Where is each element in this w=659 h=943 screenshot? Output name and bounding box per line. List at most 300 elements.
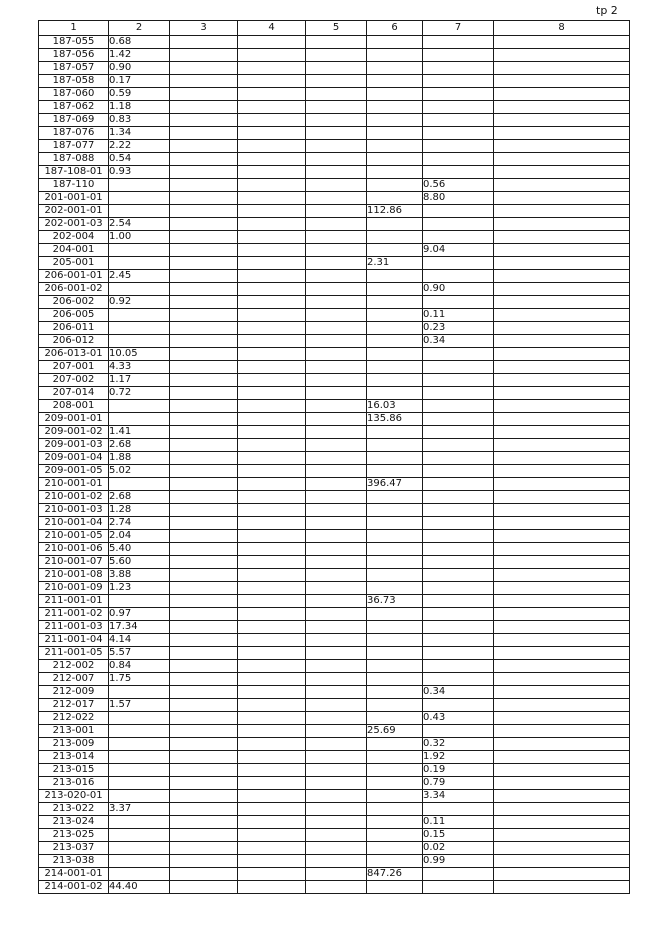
cell-col-5 xyxy=(306,478,367,491)
cell-code: 207-001 xyxy=(39,361,109,374)
cell-col-7 xyxy=(423,205,494,218)
table-row xyxy=(39,816,630,829)
cell-col-7 xyxy=(423,62,494,75)
cell-col-6 xyxy=(367,556,423,569)
cell-col-7: 0.99 xyxy=(423,855,494,868)
cell-col-6 xyxy=(367,439,423,452)
cell-col-5 xyxy=(306,62,367,75)
cell-col-8 xyxy=(494,153,630,166)
cell-col-2 xyxy=(109,764,170,777)
cell-code: 210-001-02 xyxy=(39,491,109,504)
cell-col-3 xyxy=(170,296,238,309)
cell-col-5 xyxy=(306,439,367,452)
cell-code: 211-001-04 xyxy=(39,634,109,647)
cell-col-8 xyxy=(494,114,630,127)
cell-col-7 xyxy=(423,36,494,49)
cell-code: 187-088 xyxy=(39,153,109,166)
cell-col-4 xyxy=(238,530,306,543)
table-row xyxy=(39,205,630,218)
cell-col-5 xyxy=(306,764,367,777)
cell-col-2: 0.92 xyxy=(109,296,170,309)
cell-col-5 xyxy=(306,699,367,712)
cell-code: 213-037 xyxy=(39,842,109,855)
cell-col-3 xyxy=(170,387,238,400)
cell-col-4 xyxy=(238,790,306,803)
cell-col-8 xyxy=(494,634,630,647)
cell-code: 209-001-02 xyxy=(39,426,109,439)
cell-code: 187-076 xyxy=(39,127,109,140)
cell-col-3 xyxy=(170,686,238,699)
table-row xyxy=(39,777,630,790)
cell-col-2: 1.34 xyxy=(109,127,170,140)
cell-col-7 xyxy=(423,556,494,569)
cell-col-3 xyxy=(170,855,238,868)
cell-col-7 xyxy=(423,166,494,179)
cell-col-4 xyxy=(238,517,306,530)
cell-col-3 xyxy=(170,88,238,101)
table-row xyxy=(39,660,630,673)
cell-col-4 xyxy=(238,738,306,751)
table-row xyxy=(39,244,630,257)
cell-code: 210-001-03 xyxy=(39,504,109,517)
cell-col-2: 5.57 xyxy=(109,647,170,660)
cell-col-4 xyxy=(238,361,306,374)
cell-col-8 xyxy=(494,426,630,439)
cell-col-7 xyxy=(423,231,494,244)
cell-col-8 xyxy=(494,283,630,296)
cell-col-3 xyxy=(170,764,238,777)
cell-col-6 xyxy=(367,621,423,634)
cell-col-2 xyxy=(109,842,170,855)
cell-code: 213-009 xyxy=(39,738,109,751)
cell-col-5 xyxy=(306,49,367,62)
table-row xyxy=(39,686,630,699)
table-row xyxy=(39,842,630,855)
cell-col-7 xyxy=(423,660,494,673)
cell-code: 209-001-05 xyxy=(39,465,109,478)
cell-col-5 xyxy=(306,816,367,829)
table-row xyxy=(39,751,630,764)
cell-col-4 xyxy=(238,543,306,556)
cell-col-6 xyxy=(367,283,423,296)
table-row xyxy=(39,634,630,647)
cell-col-6 xyxy=(367,309,423,322)
table-row xyxy=(39,322,630,335)
cell-code: 207-014 xyxy=(39,387,109,400)
cell-col-6 xyxy=(367,803,423,816)
cell-col-8 xyxy=(494,660,630,673)
cell-col-8 xyxy=(494,361,630,374)
cell-col-7 xyxy=(423,634,494,647)
table-row xyxy=(39,75,630,88)
cell-col-4 xyxy=(238,465,306,478)
cell-col-4 xyxy=(238,842,306,855)
cell-col-4 xyxy=(238,140,306,153)
cell-code: 210-001-08 xyxy=(39,569,109,582)
cell-col-2: 44.40 xyxy=(109,881,170,894)
cell-col-5 xyxy=(306,803,367,816)
ledger-body xyxy=(39,36,630,894)
cell-col-4 xyxy=(238,244,306,257)
cell-col-5 xyxy=(306,348,367,361)
cell-col-6 xyxy=(367,491,423,504)
cell-col-5 xyxy=(306,296,367,309)
cell-col-4 xyxy=(238,166,306,179)
cell-col-7: 0.43 xyxy=(423,712,494,725)
table-row xyxy=(39,738,630,751)
table-row xyxy=(39,387,630,400)
cell-col-7 xyxy=(423,127,494,140)
cell-col-7 xyxy=(423,140,494,153)
cell-col-3 xyxy=(170,478,238,491)
cell-col-3 xyxy=(170,361,238,374)
cell-col-2: 0.17 xyxy=(109,75,170,88)
cell-col-6: 16.03 xyxy=(367,400,423,413)
cell-col-6 xyxy=(367,101,423,114)
cell-col-2: 0.84 xyxy=(109,660,170,673)
cell-col-4 xyxy=(238,725,306,738)
cell-col-7 xyxy=(423,75,494,88)
cell-code: 209-001-04 xyxy=(39,452,109,465)
cell-col-7 xyxy=(423,699,494,712)
cell-col-3 xyxy=(170,660,238,673)
cell-col-8 xyxy=(494,582,630,595)
cell-code: 210-001-04 xyxy=(39,517,109,530)
cell-code: 206-001-01 xyxy=(39,270,109,283)
cell-col-2: 10.05 xyxy=(109,348,170,361)
cell-col-3 xyxy=(170,556,238,569)
cell-col-7 xyxy=(423,543,494,556)
cell-code: 187-108-01 xyxy=(39,166,109,179)
cell-col-8 xyxy=(494,75,630,88)
cell-col-2 xyxy=(109,725,170,738)
cell-col-8 xyxy=(494,816,630,829)
cell-col-4 xyxy=(238,660,306,673)
table-row xyxy=(39,556,630,569)
cell-col-2 xyxy=(109,686,170,699)
cell-col-2 xyxy=(109,283,170,296)
cell-col-3 xyxy=(170,608,238,621)
cell-col-7 xyxy=(423,569,494,582)
cell-col-2: 5.40 xyxy=(109,543,170,556)
cell-col-4 xyxy=(238,257,306,270)
table-row xyxy=(39,166,630,179)
cell-col-5 xyxy=(306,114,367,127)
cell-col-4 xyxy=(238,335,306,348)
cell-col-3 xyxy=(170,283,238,296)
cell-col-7: 0.32 xyxy=(423,738,494,751)
cell-col-8 xyxy=(494,504,630,517)
cell-col-5 xyxy=(306,335,367,348)
cell-col-6 xyxy=(367,88,423,101)
cell-col-5 xyxy=(306,777,367,790)
cell-code: 212-017 xyxy=(39,699,109,712)
table-row xyxy=(39,803,630,816)
cell-col-4 xyxy=(238,803,306,816)
cell-col-6 xyxy=(367,140,423,153)
table-row xyxy=(39,829,630,842)
column-header-4: 4 xyxy=(238,21,306,36)
cell-col-2 xyxy=(109,413,170,426)
cell-col-8 xyxy=(494,855,630,868)
cell-col-5 xyxy=(306,426,367,439)
cell-col-2: 1.28 xyxy=(109,504,170,517)
cell-code: 187-058 xyxy=(39,75,109,88)
table-row xyxy=(39,517,630,530)
cell-col-5 xyxy=(306,36,367,49)
cell-code: 202-001-01 xyxy=(39,205,109,218)
cell-col-6 xyxy=(367,361,423,374)
cell-col-2 xyxy=(109,777,170,790)
cell-col-8 xyxy=(494,309,630,322)
cell-col-5 xyxy=(306,608,367,621)
cell-col-7: 1.92 xyxy=(423,751,494,764)
cell-col-2: 1.00 xyxy=(109,231,170,244)
cell-code: 187-060 xyxy=(39,88,109,101)
cell-col-8 xyxy=(494,517,630,530)
cell-col-8 xyxy=(494,36,630,49)
cell-col-8 xyxy=(494,257,630,270)
table-row xyxy=(39,231,630,244)
cell-col-3 xyxy=(170,868,238,881)
cell-col-4 xyxy=(238,62,306,75)
cell-col-3 xyxy=(170,803,238,816)
cell-col-8 xyxy=(494,101,630,114)
cell-col-2: 0.72 xyxy=(109,387,170,400)
cell-code: 187-069 xyxy=(39,114,109,127)
cell-col-3 xyxy=(170,426,238,439)
cell-col-4 xyxy=(238,712,306,725)
cell-col-5 xyxy=(306,647,367,660)
cell-code: 211-001-03 xyxy=(39,621,109,634)
cell-col-6 xyxy=(367,426,423,439)
cell-col-7 xyxy=(423,491,494,504)
cell-col-2 xyxy=(109,309,170,322)
cell-col-8 xyxy=(494,400,630,413)
cell-code: 213-015 xyxy=(39,764,109,777)
table-row xyxy=(39,790,630,803)
cell-col-6: 36.73 xyxy=(367,595,423,608)
cell-col-8 xyxy=(494,621,630,634)
cell-col-7 xyxy=(423,673,494,686)
table-row xyxy=(39,257,630,270)
cell-code: 213-025 xyxy=(39,829,109,842)
cell-code: 210-001-05 xyxy=(39,530,109,543)
table-row xyxy=(39,127,630,140)
cell-col-4 xyxy=(238,699,306,712)
cell-col-2 xyxy=(109,751,170,764)
cell-col-8 xyxy=(494,413,630,426)
cell-col-3 xyxy=(170,816,238,829)
cell-col-7 xyxy=(423,101,494,114)
cell-col-2 xyxy=(109,712,170,725)
cell-code: 210-001-06 xyxy=(39,543,109,556)
cell-col-3 xyxy=(170,309,238,322)
column-header-5: 5 xyxy=(306,21,367,36)
cell-col-7 xyxy=(423,114,494,127)
cell-col-4 xyxy=(238,829,306,842)
cell-col-5 xyxy=(306,465,367,478)
cell-col-7 xyxy=(423,803,494,816)
table-row xyxy=(39,452,630,465)
table-row xyxy=(39,140,630,153)
cell-col-3 xyxy=(170,75,238,88)
cell-col-7 xyxy=(423,465,494,478)
cell-code: 206-001-02 xyxy=(39,283,109,296)
cell-col-2: 5.60 xyxy=(109,556,170,569)
cell-col-8 xyxy=(494,231,630,244)
cell-col-4 xyxy=(238,478,306,491)
table-row xyxy=(39,114,630,127)
cell-col-2: 2.45 xyxy=(109,270,170,283)
cell-col-2: 1.88 xyxy=(109,452,170,465)
cell-col-7: 0.11 xyxy=(423,816,494,829)
table-row xyxy=(39,881,630,894)
cell-col-6 xyxy=(367,829,423,842)
cell-col-6 xyxy=(367,348,423,361)
cell-col-8 xyxy=(494,270,630,283)
cell-col-8 xyxy=(494,569,630,582)
cell-col-8 xyxy=(494,465,630,478)
table-row xyxy=(39,621,630,634)
cell-col-6 xyxy=(367,855,423,868)
table-row xyxy=(39,647,630,660)
cell-col-4 xyxy=(238,36,306,49)
cell-col-4 xyxy=(238,777,306,790)
cell-col-3 xyxy=(170,712,238,725)
table-row xyxy=(39,439,630,452)
cell-col-7 xyxy=(423,49,494,62)
cell-col-4 xyxy=(238,647,306,660)
cell-code: 210-001-07 xyxy=(39,556,109,569)
cell-col-6 xyxy=(367,517,423,530)
cell-col-4 xyxy=(238,569,306,582)
cell-col-4 xyxy=(238,582,306,595)
table-row xyxy=(39,179,630,192)
cell-col-3 xyxy=(170,790,238,803)
cell-col-6: 112.86 xyxy=(367,205,423,218)
cell-col-8 xyxy=(494,686,630,699)
cell-code: 210-001-09 xyxy=(39,582,109,595)
cell-col-8 xyxy=(494,543,630,556)
cell-col-4 xyxy=(238,75,306,88)
cell-col-3 xyxy=(170,842,238,855)
cell-col-3 xyxy=(170,621,238,634)
cell-col-7 xyxy=(423,725,494,738)
cell-col-4 xyxy=(238,426,306,439)
cell-col-6 xyxy=(367,153,423,166)
cell-col-2: 4.14 xyxy=(109,634,170,647)
cell-code: 212-002 xyxy=(39,660,109,673)
cell-col-3 xyxy=(170,530,238,543)
cell-col-4 xyxy=(238,179,306,192)
cell-col-6 xyxy=(367,608,423,621)
cell-col-7 xyxy=(423,608,494,621)
cell-col-3 xyxy=(170,179,238,192)
cell-col-4 xyxy=(238,153,306,166)
cell-col-7 xyxy=(423,413,494,426)
cell-col-6 xyxy=(367,296,423,309)
cell-col-5 xyxy=(306,582,367,595)
table-row xyxy=(39,582,630,595)
cell-col-5 xyxy=(306,257,367,270)
cell-code: 206-012 xyxy=(39,335,109,348)
cell-col-8 xyxy=(494,322,630,335)
cell-col-8 xyxy=(494,192,630,205)
table-row xyxy=(39,673,630,686)
table-row xyxy=(39,361,630,374)
cell-code: 212-007 xyxy=(39,673,109,686)
cell-col-2: 1.17 xyxy=(109,374,170,387)
cell-col-4 xyxy=(238,504,306,517)
cell-col-7 xyxy=(423,621,494,634)
cell-col-5 xyxy=(306,725,367,738)
cell-col-2: 2.04 xyxy=(109,530,170,543)
table-row xyxy=(39,478,630,491)
cell-col-4 xyxy=(238,283,306,296)
cell-code: 206-005 xyxy=(39,309,109,322)
cell-col-5 xyxy=(306,283,367,296)
cell-col-3 xyxy=(170,673,238,686)
cell-col-6 xyxy=(367,738,423,751)
cell-col-8 xyxy=(494,244,630,257)
cell-col-4 xyxy=(238,413,306,426)
cell-col-5 xyxy=(306,881,367,894)
cell-col-6 xyxy=(367,387,423,400)
cell-col-2: 1.23 xyxy=(109,582,170,595)
cell-col-5 xyxy=(306,621,367,634)
cell-code: 214-001-01 xyxy=(39,868,109,881)
cell-col-2 xyxy=(109,400,170,413)
cell-col-7 xyxy=(423,582,494,595)
cell-col-2 xyxy=(109,595,170,608)
cell-col-3 xyxy=(170,322,238,335)
table-row xyxy=(39,608,630,621)
cell-col-3 xyxy=(170,491,238,504)
cell-col-8 xyxy=(494,699,630,712)
cell-col-5 xyxy=(306,179,367,192)
cell-col-2 xyxy=(109,868,170,881)
cell-col-2 xyxy=(109,478,170,491)
cell-col-2: 3.37 xyxy=(109,803,170,816)
cell-code: 201-001-01 xyxy=(39,192,109,205)
cell-code: 211-001-05 xyxy=(39,647,109,660)
cell-col-6 xyxy=(367,270,423,283)
cell-code: 209-001-01 xyxy=(39,413,109,426)
cell-col-7 xyxy=(423,296,494,309)
cell-col-7 xyxy=(423,504,494,517)
cell-col-5 xyxy=(306,218,367,231)
table-row xyxy=(39,335,630,348)
cell-col-4 xyxy=(238,868,306,881)
table-row xyxy=(39,491,630,504)
cell-col-3 xyxy=(170,400,238,413)
cell-col-7: 0.23 xyxy=(423,322,494,335)
cell-col-2: 0.93 xyxy=(109,166,170,179)
cell-col-2: 2.74 xyxy=(109,517,170,530)
cell-col-2 xyxy=(109,738,170,751)
cell-col-5 xyxy=(306,205,367,218)
cell-col-4 xyxy=(238,595,306,608)
ledger-table xyxy=(38,20,630,894)
cell-col-7 xyxy=(423,439,494,452)
cell-col-5 xyxy=(306,101,367,114)
cell-col-8 xyxy=(494,725,630,738)
cell-col-5 xyxy=(306,660,367,673)
table-row xyxy=(39,348,630,361)
cell-col-5 xyxy=(306,751,367,764)
cell-col-5 xyxy=(306,543,367,556)
